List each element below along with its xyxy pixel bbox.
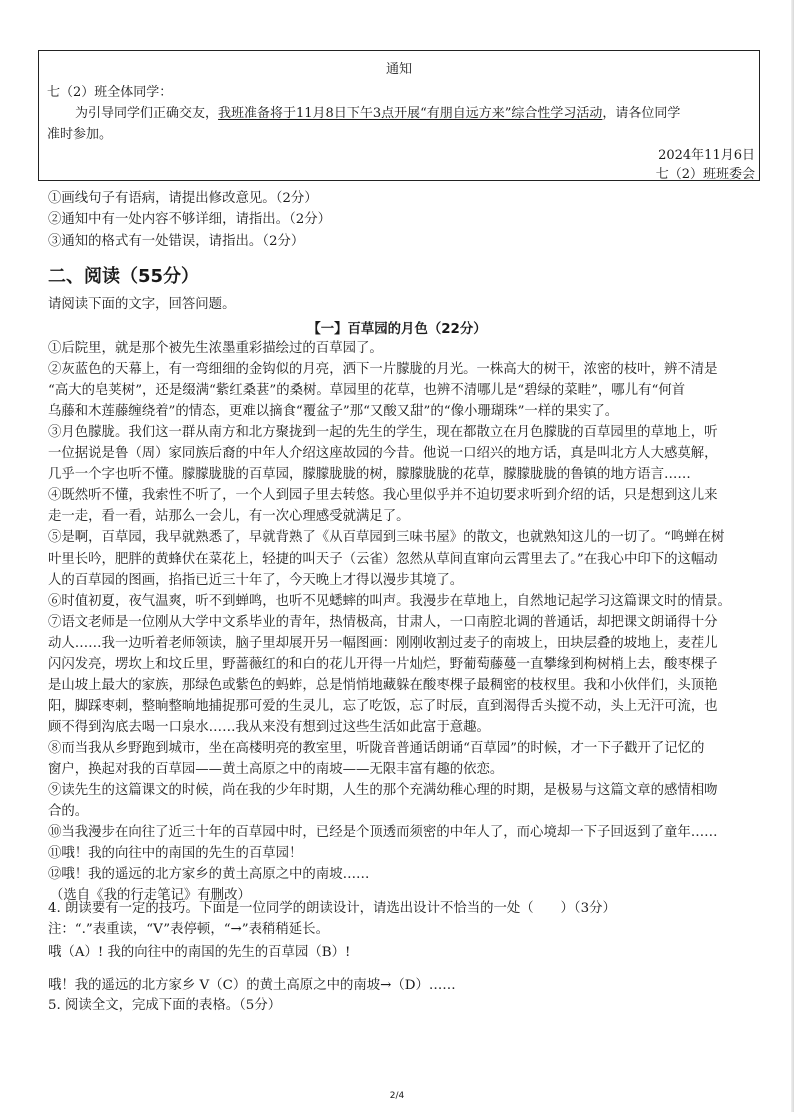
article-line: 阳，脚踩枣刺，整晌整晌地捕捉那可爱的生灵儿，忘了吃饭，忘了时辰，直到渴得舌头搅不动，头上无汗可流，也 <box>48 698 718 714</box>
section-title: 二、阅读（55分） <box>48 266 200 287</box>
notice-question-2: ②通知中有一处内容不够详细，请指出。（2分） <box>48 212 332 227</box>
article-line: 闪闪发亮，塄坎上和坟丘里，野蔷薇红的和白的花儿开得一片灿烂，野葡萄藤蔓一直攀缘到枸树梢上去，酸枣棵子 <box>48 656 718 672</box>
article-line: ①后院里，就是那个被先生浓墨重彩描绘过的百草园了。 <box>48 341 383 356</box>
article-line: ⑪哦！我的向往中的南国的先生的百草园！ <box>48 846 303 862</box>
page-number: 2/4 <box>389 1091 405 1101</box>
article-line: 顾不得到沟底去喝一口泉水……我从来没有想到过这些生活如此富于意趣。 <box>48 719 490 735</box>
article-line: ⑧而当我从乡野跑到城市，坐在高楼明亮的教室里，听陇音普通话朗诵“百草园”的时候，才一下子戳开了记忆的 <box>48 740 705 756</box>
article-line: ⑦语文老师是一位刚从大学中文系毕业的青年，热情极高，甘肃人，一口南腔北调的普通话，却把课文朗诵得十分 <box>48 614 718 630</box>
article-line: （选自《我的行走笔记》有删改） <box>50 888 251 904</box>
article-line: 走一走，看一看，站那么一会儿，有一次心理感受就满足了。 <box>48 509 410 525</box>
article-line: “高大的皂荚树”，还是缀满“紫红桑葚”的桑树。草园里的花草，也辨不清哪儿是“碧绿的菜畦”，哪儿有“何首 <box>48 383 686 399</box>
notice-title: 通知 <box>385 62 412 77</box>
notice-body-line1 <box>75 102 680 121</box>
notice-body-prefix: 为引导同学们正确交友， <box>75 106 219 121</box>
article-title: 【一】百草园的月色（22分） <box>307 322 487 337</box>
article-line: ⑩当我漫步在向往了近三十年的百草园中时，已经是个顶透而须密的中年人了，而心境却一下子回返到了童年…… <box>48 825 718 841</box>
notice-question-3: ③通知的格式有一处错误，请指出。（2分） <box>48 234 305 249</box>
article-line: 动人……我一边听着老师领读，脑子里却展开另一幅图画：刚刚收割过麦子的南坡上，田块层叠的坡地上，麦茬儿 <box>48 635 718 651</box>
notice-question-1: ①画线句子有语病，请提出修改意见。（2分） <box>48 191 318 206</box>
notice-signature: 七（2）班班委会 <box>655 167 755 182</box>
question-4-stem: 4. 朗读要有一定的技巧。下面是一位同学的朗读设计，请选出设计不恰当的一处（ ）（3分） <box>48 901 616 916</box>
notice-box <box>38 50 760 181</box>
article-line: 窗户，换起对我的百草园——黄土高原之中的南坡——无限丰富有趣的依恋。 <box>48 762 504 777</box>
question-4-line-c-d: 哦！我的遥远的北方家乡 V（C）的黄土高原之中的南坡→（D）…… <box>48 978 456 993</box>
article-line: ⑥时值初夏，夜气温爽，听不到蝉鸣，也听不见蟋蟀的叫声。我漫步在草地上，自然地记起学习这篇课文时的情景。 <box>48 593 731 609</box>
article-line: ⑤是啊，百草园，我早就熟悉了，早就背熟了《从百草园到三味书屋》的散文，也就熟知这儿的一切了。“鸣蝉在树 <box>48 530 725 546</box>
article-line: ⑨读先生的这篇课文的时候，尚在我的少年时期，人生的那个充满幼稚心理的时期，是极易与这篇文章的感情相吻 <box>48 783 718 799</box>
notice-underlined-sentence: 我班准备将于11月8日下午3点开展“有朋自远方来”综合性学习活动 <box>218 106 603 121</box>
notice-body-suffix: ，请各位同学 <box>602 106 681 121</box>
article-line: ③月色朦胧。我们这一群从南方和北方聚拢到一起的先生的学生，现在都散立在月色朦胧的百草园里的草地上，听 <box>48 425 718 441</box>
article-line: 合的。 <box>48 804 89 820</box>
notice-date: 2024年11月6日 <box>658 148 755 163</box>
article-line: 一位据说是鲁（周）家同族后裔的中年人介绍这座故园的今昔。他说一口绍兴的地方话，真是叫北方人大感莫解， <box>48 446 718 462</box>
reading-instruction: 请阅读下面的文字，回答问题。 <box>48 297 236 312</box>
article-line: 叶里长吟，肥胖的黄蜂伏在菜花上，轻捷的叫天子（云雀）忽然从草间直窜向云霄里去了。”在我心中印下的这幅动 <box>48 551 718 567</box>
article-line: 几乎一个字也听不懂。朦朦胧胧的百草园，朦朦胧胧的树，朦朦胧胧的花草，朦朦胧胧的鲁镇的地方语言…… <box>48 467 691 483</box>
article-line: 乌藤和木莲藤缠绕着”的情态，更难以摘食“覆盆子”那“又酸又甜”的“像小珊瑚珠”一样的果实了。 <box>48 404 619 420</box>
notice-body-line2: 准时参加。 <box>47 127 113 142</box>
article-line: ②灰蓝色的天幕上，有一弯细细的金钩似的月亮，洒下一片朦胧的月光。一株高大的树干，浓密的枝叶，辨不清是 <box>48 362 718 378</box>
question-5-stem: 5. 阅读全文，完成下面的表格。（5分） <box>48 998 282 1013</box>
article-line: ④既然听不懂，我索性不听了，一个人到园子里去转悠。我心里似乎并不迫切要求听到介绍的话，只是想到这儿来 <box>48 488 718 504</box>
notice-salutation: 七（2）班全体同学： <box>47 85 173 100</box>
question-4-note: 注：“.”表重读，“V”表停顿，“→”表稍稍延长。 <box>48 922 329 937</box>
article-line: 是山坡上最大的家族，那绿色或紫色的蚂蚱，总是悄悄地藏躲在酸枣棵子最稠密的枝杈里。我和小伙伴们，头顶艳 <box>48 677 718 693</box>
question-4-line-a-b: 哦（A）! 我的向往中的南国的先生的百草园（B）! <box>48 945 351 960</box>
article-line: ⑫哦！我的遥远的北方家乡的黄土高原之中的南坡…… <box>48 867 370 883</box>
article-line: 人的百草园的图画，掐指已近三十年了，今天晚上才得以漫步其境了。 <box>48 572 464 588</box>
